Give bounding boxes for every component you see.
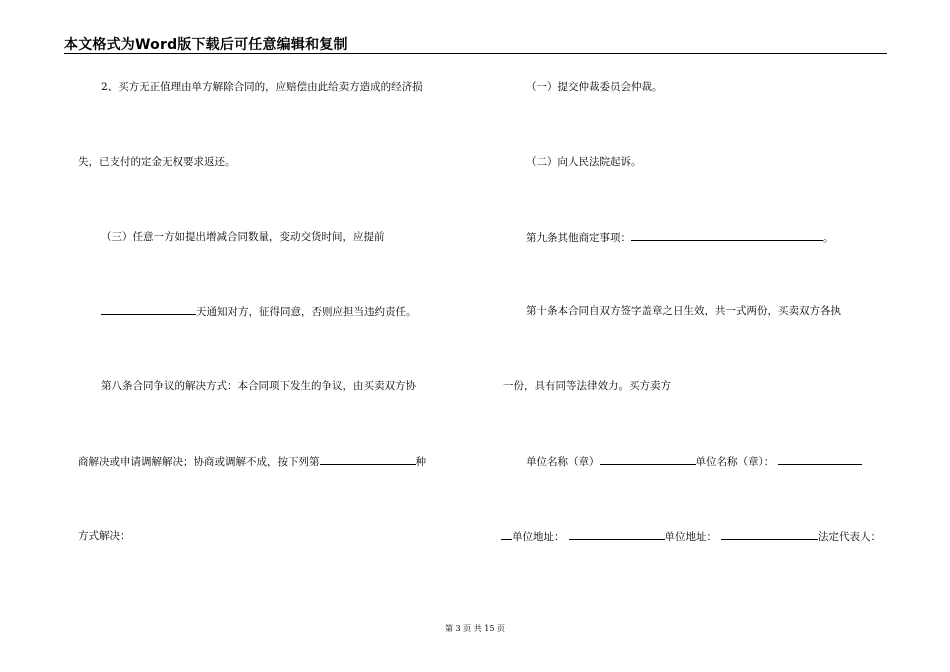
- left-paragraph-line-1: 2、买方无正值理由单方解除合同的，应赔偿由此给卖方造成的经济损: [101, 81, 423, 93]
- right-line-6-text-b: 单位名称（章）：: [695, 456, 775, 468]
- left-paragraph-line-5: 第八条合同争议的解决方式：本合同项下发生的争议，由买卖双方协: [101, 380, 416, 392]
- right-paragraph-line-3: [526, 230, 834, 245]
- left-paragraph-line-3: （三）任意一方如提出增减合同数量，变动交货时间，应提前: [101, 231, 385, 243]
- left-paragraph-line-7: 方式解决：: [78, 530, 131, 542]
- right-line-3-text-b: 。: [823, 232, 834, 244]
- right-line-7-text-c: 法定代表人：: [818, 531, 881, 543]
- right-line-7-text-b: 单位地址：: [664, 531, 717, 543]
- right-paragraph-line-5: 一份，具有同等法律效力。买方卖方: [503, 380, 671, 392]
- left-line-6-text-b: 种: [415, 456, 426, 468]
- right-paragraph-line-2: （二）向人民法院起诉。: [526, 156, 642, 168]
- header-divider: [64, 53, 887, 54]
- left-paragraph-line-2: 失，已支付的定金无权要求返还。: [78, 156, 236, 168]
- fill-in-blank-other-matters[interactable]: [631, 230, 823, 241]
- fill-in-blank-buyer-name[interactable]: [600, 454, 696, 465]
- fill-in-blank-days[interactable]: [101, 304, 196, 315]
- left-line-6-text-a: 商解决或申请调解解决；协商或调解不成，按下列第: [78, 456, 320, 468]
- right-paragraph-line-4: 第十条本合同自双方签字盖章之日生效，共一式两份，买卖双方各执: [526, 305, 841, 317]
- fill-in-blank-carry[interactable]: [501, 529, 512, 540]
- fill-in-blank-buyer-address[interactable]: [569, 529, 665, 540]
- left-paragraph-line-6: [78, 454, 426, 469]
- right-paragraph-line-7: [501, 529, 881, 544]
- fill-in-blank-method[interactable]: [320, 454, 416, 465]
- right-line-7-text-a: 单位地址：: [512, 531, 565, 543]
- right-line-6-text-a: 单位名称（章）: [526, 456, 600, 468]
- left-paragraph-line-4: [101, 304, 417, 319]
- page-number-footer: 第 3 页 共 15 页: [445, 624, 505, 633]
- right-paragraph-line-1: （一）提交仲裁委员会仲裁。: [526, 81, 663, 93]
- fill-in-blank-seller-name[interactable]: [778, 454, 862, 465]
- right-paragraph-line-6: [526, 454, 862, 469]
- left-line-4-text: 天通知对方，征得同意，否则应担当违约责任。: [196, 306, 417, 318]
- document-header-title: 本文格式为Word版下载后可任意编辑和复制: [64, 37, 348, 53]
- fill-in-blank-seller-address[interactable]: [721, 529, 818, 540]
- right-line-3-text-a: 第九条其他商定事项：: [526, 232, 631, 244]
